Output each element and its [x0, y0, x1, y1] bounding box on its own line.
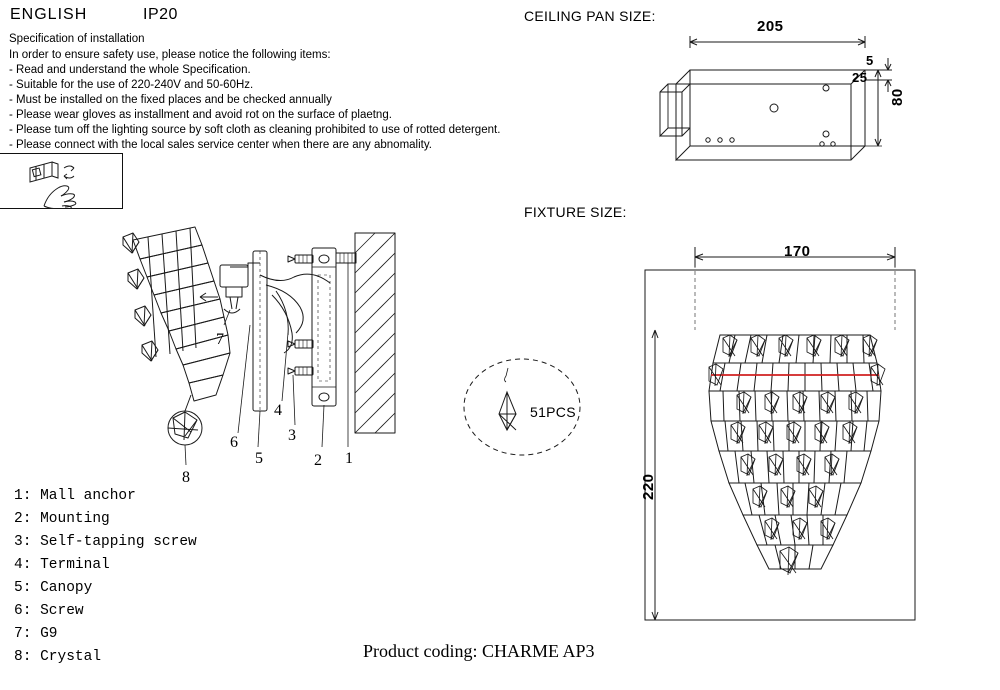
spec-line-3: - Must be installed on the fixed places and be checked annually: [9, 94, 332, 106]
callout-number-2: 2: [314, 452, 322, 469]
callout-number-7: 7: [216, 331, 224, 348]
legend-label-2: Mounting: [40, 511, 110, 527]
product-coding-value: CHARME AP3: [482, 641, 595, 661]
dimension-fixture-width: 170: [784, 243, 811, 260]
legend-num-7: 7:: [14, 626, 32, 642]
legend-item-8: [14, 646, 197, 669]
legend-label-5: Canopy: [40, 580, 93, 596]
legend-label-1: Mall anchor: [40, 488, 136, 504]
fixture-size-section-title: FIXTURE SIZE:: [524, 204, 627, 220]
spec-line-1: - Read and understand the whole Specification.: [9, 64, 251, 76]
spec-line-5: - Please tum off the lighting source by soft cloth as cleaning prohibited to use of rotted detergent.: [9, 124, 501, 136]
exploded-assembly-drawing: [90, 215, 430, 480]
fixture-front-view-drawing: [625, 235, 935, 635]
crystal-count-label: 51PCS: [530, 404, 576, 420]
legend-item-6: [14, 600, 197, 623]
spec-line-6: - Please connect with the local sales service center when there are any abnomality.: [9, 139, 432, 151]
spec-line-4: - Please wear gloves as installment and avoid rot on the surface of plaetng.: [9, 109, 392, 121]
language-label: ENGLISH: [10, 6, 88, 23]
dimension-ceiling-pan-width: 205: [757, 18, 784, 35]
dimension-ceiling-pan-lip: 25: [852, 70, 868, 85]
callout-number-8: 8: [182, 469, 190, 486]
legend-item-3: [14, 531, 197, 554]
parts-legend: [14, 485, 197, 669]
callout-number-3: 3: [288, 427, 296, 444]
legend-num-3: 3:: [14, 534, 32, 550]
product-coding: [363, 641, 595, 662]
legend-num-8: 8:: [14, 649, 32, 665]
legend-num-5: 5:: [14, 580, 32, 596]
specification-block: [9, 32, 539, 153]
legend-item-1: [14, 485, 197, 508]
ip-rating-label: IP20: [143, 6, 178, 23]
ceiling-pan-drawing: [650, 18, 900, 178]
legend-item-5: [14, 577, 197, 600]
legend-num-1: 1:: [14, 488, 32, 504]
legend-label-6: Screw: [40, 603, 84, 619]
callout-number-5: 5: [255, 450, 263, 467]
dimension-ceiling-pan-height: 80: [889, 88, 906, 106]
legend-num-6: 6:: [14, 603, 32, 619]
dimension-ceiling-pan-thickness: 5: [866, 53, 874, 68]
legend-item-4: [14, 554, 197, 577]
legend-num-4: 4:: [14, 557, 32, 573]
legend-item-2: [14, 508, 197, 531]
legend-item-7: [14, 623, 197, 646]
callout-number-4: 4: [274, 402, 282, 419]
dimension-fixture-height: 220: [640, 473, 657, 500]
spec-intro: In order to ensure safety use, please notice the following items:: [9, 49, 331, 61]
legend-label-7: G9: [40, 626, 58, 642]
legend-label-3: Self-tapping screw: [40, 534, 197, 550]
switch-off-illustration: [0, 153, 123, 209]
callout-number-1: 1: [345, 450, 353, 467]
legend-label-8: Crystal: [40, 649, 102, 665]
ceiling-pan-section-title: CEILING PAN SIZE:: [524, 8, 656, 24]
legend-num-2: 2:: [14, 511, 32, 527]
product-coding-label: Product coding:: [363, 641, 478, 661]
callout-number-6: 6: [230, 434, 238, 451]
spec-line-2: - Suitable for the use of 220-240V and 50-60Hz.: [9, 79, 254, 91]
legend-label-4: Terminal: [40, 557, 110, 573]
spec-title: Specification of installation: [9, 33, 145, 45]
